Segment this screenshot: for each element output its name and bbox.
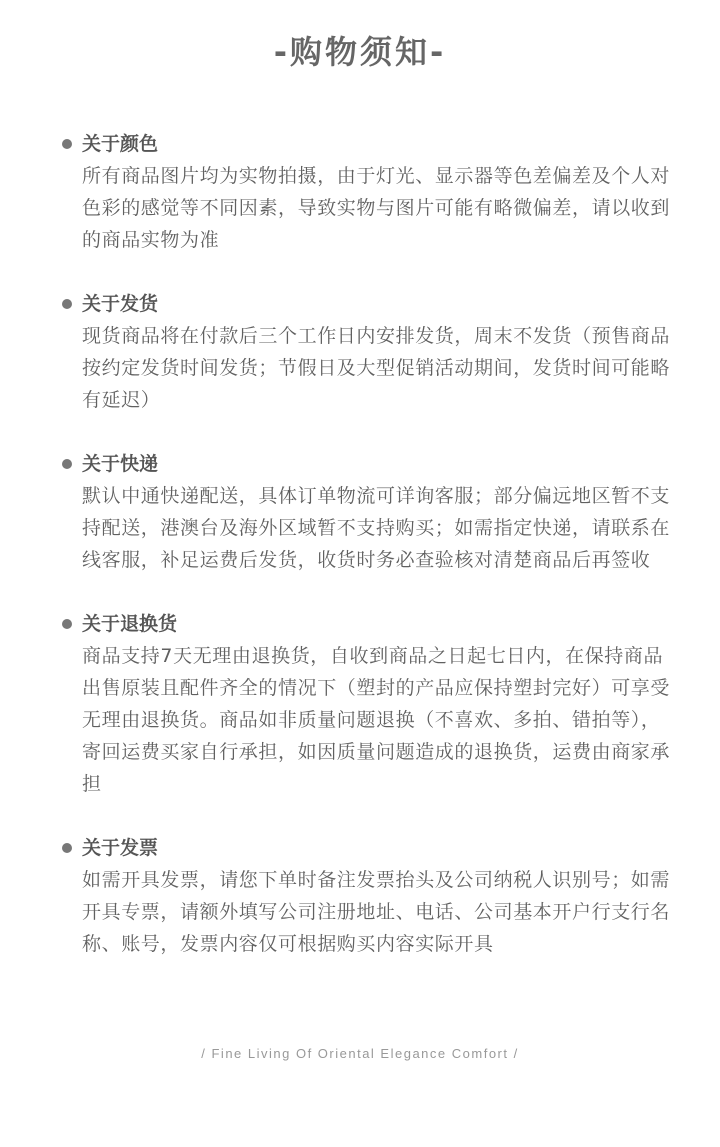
section-color — [0, 128, 720, 256]
section-heading-text: 关于颜色 — [82, 133, 159, 155]
section-heading-text: 关于退换货 — [82, 613, 178, 635]
section-body: 如需开具发票，请您下单时备注发票抬头及公司纳税人识别号；如需开具专票，请额外填写公司注册地址、电话、公司基本开户行支行名称、账号，发票内容仅可根据购买内容实际开具 — [82, 869, 671, 955]
page-title: -购物须知- — [273, 33, 447, 71]
bullet-icon — [62, 459, 72, 469]
section-body: 默认中通快递配送，具体订单物流可详询客服；部分偏远地区暂不支持配送，港澳台及海外区域暂不支持购买；如需指定快递，请联系在线客服，补足运费后发货，收货时务必查验核对清楚商品后再签收 — [82, 485, 671, 571]
section-heading — [82, 288, 672, 320]
section-body: 所有商品图片均为实物拍摄，由于灯光、显示器等色差偏差及个人对色彩的感觉等不同因素，导致实物与图片可能有略微偏差，请以收到的商品实物为准 — [82, 165, 671, 251]
bullet-icon — [62, 139, 72, 149]
bullet-icon — [62, 619, 72, 629]
section-heading-text: 关于快递 — [82, 453, 159, 475]
section-heading — [82, 608, 672, 640]
section-heading-text: 关于发票 — [82, 837, 159, 859]
section-body: 现货商品将在付款后三个工作日内安排发货，周末不发货（预售商品按约定发货时间发货；节假日及大型促销活动期间，发货时间可能略有延迟） — [82, 325, 671, 411]
bullet-icon — [62, 299, 72, 309]
section-heading — [82, 832, 672, 864]
section-returns — [0, 608, 720, 800]
section-shipping — [0, 288, 720, 416]
footer-tagline: / Fine Living Of Oriental Elegance Comfort / — [201, 1046, 519, 1061]
bullet-icon — [62, 843, 72, 853]
section-invoice — [0, 832, 720, 960]
section-heading — [82, 448, 672, 480]
section-express — [0, 448, 720, 576]
section-heading-text: 关于发货 — [82, 293, 159, 315]
section-body: 商品支持7天无理由退换货，自收到商品之日起七日内，在保持商品出售原装且配件齐全的情况下（塑封的产品应保持塑封完好）可享受无理由退换货。商品如非质量问题退换（不喜欢、多拍、错拍等），寄回运费买家自行承担，如因质量问题造成的退换货，运费由商家承担 — [82, 645, 671, 795]
section-heading — [82, 128, 672, 160]
notice-sections — [0, 128, 720, 992]
